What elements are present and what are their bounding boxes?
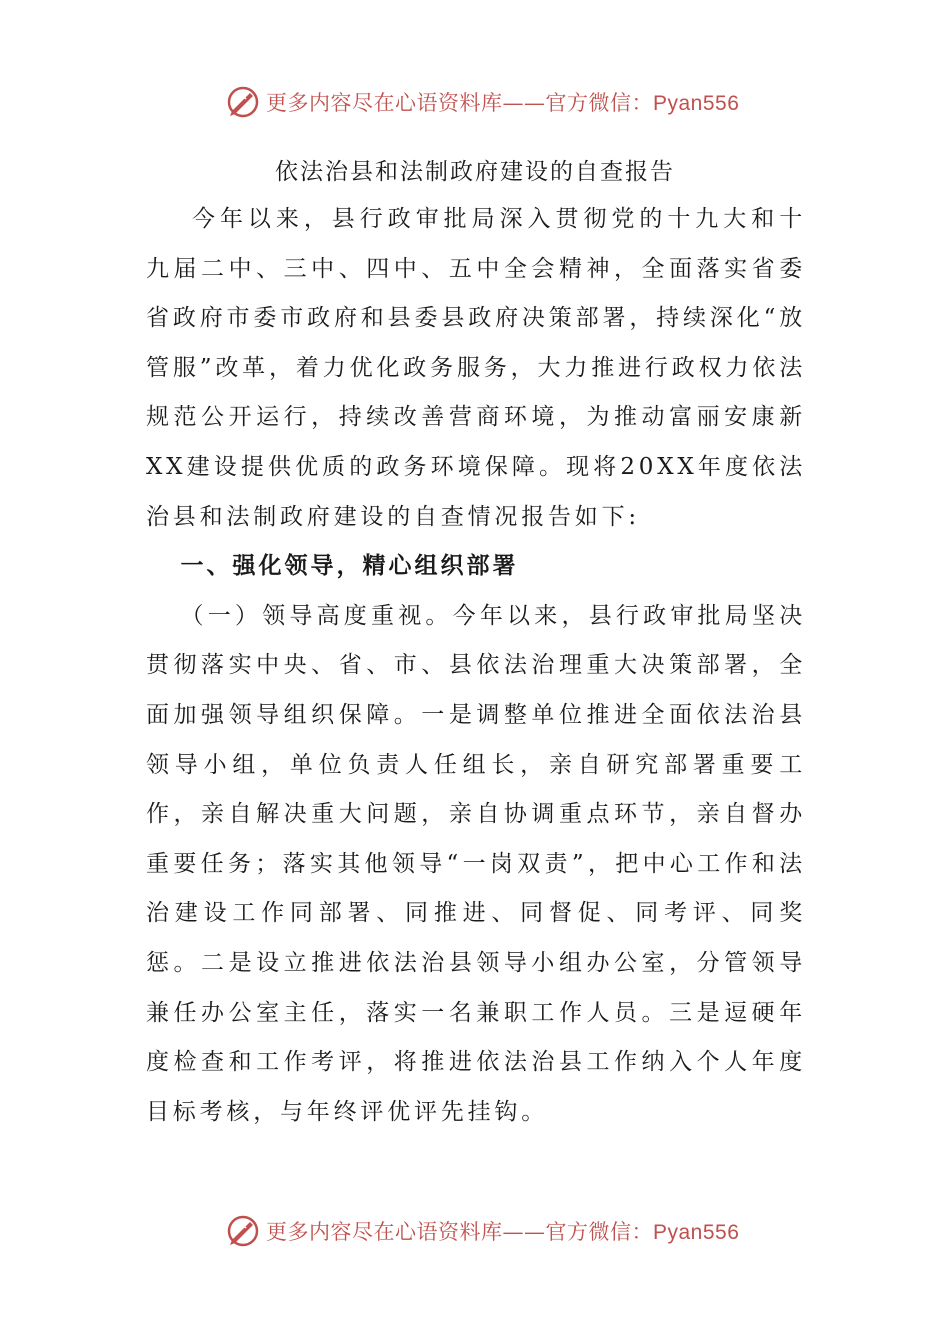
banner-wechat-label: 官方微信： bbox=[545, 91, 653, 115]
banner-wechat-id: Pyan556 bbox=[653, 92, 740, 115]
header-banner bbox=[226, 82, 746, 122]
document-title: 依法治县和法制政府建设的自查报告 bbox=[275, 159, 675, 185]
pen-logo-icon bbox=[226, 85, 260, 119]
section-paragraph: （一）领导高度重视。今年以来，县行政审批局坚决贯彻落实中央、省、市、县依法治理重大决策部署，全面加强领导组织保障。一是调整单位推进全面依法治县领导小组，单位负责人任组长，亲自研究部署重要工作，亲自解决重大问题，亲自协调重点环节，亲自督办重要任务；落实其他领导“一岗双责”，把中心工作和法治建设工作同部署、同推进、同督促、同考评、同奖惩。二是设立推进依法治县领导小组办公室，分管领导兼任办公室主任，落实一名兼职工作人员。三是逗硬年度检查和工作考评，将推进依法治县工作纳入个人年度目标考核，与年终评优评先挂钩。 bbox=[146, 602, 806, 1125]
banner-wechat-id: Pyan556 bbox=[653, 1221, 740, 1244]
footer-banner bbox=[226, 1211, 746, 1251]
banner-slogan: 更多内容尽在心语资料库 bbox=[266, 1220, 503, 1244]
banner-slogan: 更多内容尽在心语资料库 bbox=[266, 91, 503, 115]
banner-wechat-label: 官方微信： bbox=[545, 1220, 653, 1244]
banner-separator: —— bbox=[502, 1220, 546, 1244]
pen-logo-icon bbox=[226, 1214, 260, 1248]
document-body bbox=[146, 195, 806, 1137]
banner-separator: —— bbox=[502, 91, 546, 115]
intro-paragraph: 今年以来，县行政审批局深入贯彻党的十九大和十九届二中、三中、四中、五中全会精神，全面落实省委省政府市委市政府和县委县政府决策部署，持续深化“放管服”改革，着力优化政务服务，大力推进行政权力依法规范公开运行，持续改善营商环境，为推动富丽安康新XX建设提供优质的政务环境保障。现将20XX年度依法治县和法制政府建设的自查情况报告如下: bbox=[146, 206, 806, 530]
section-heading: 一、强化领导，精心组织部署 bbox=[180, 553, 519, 580]
